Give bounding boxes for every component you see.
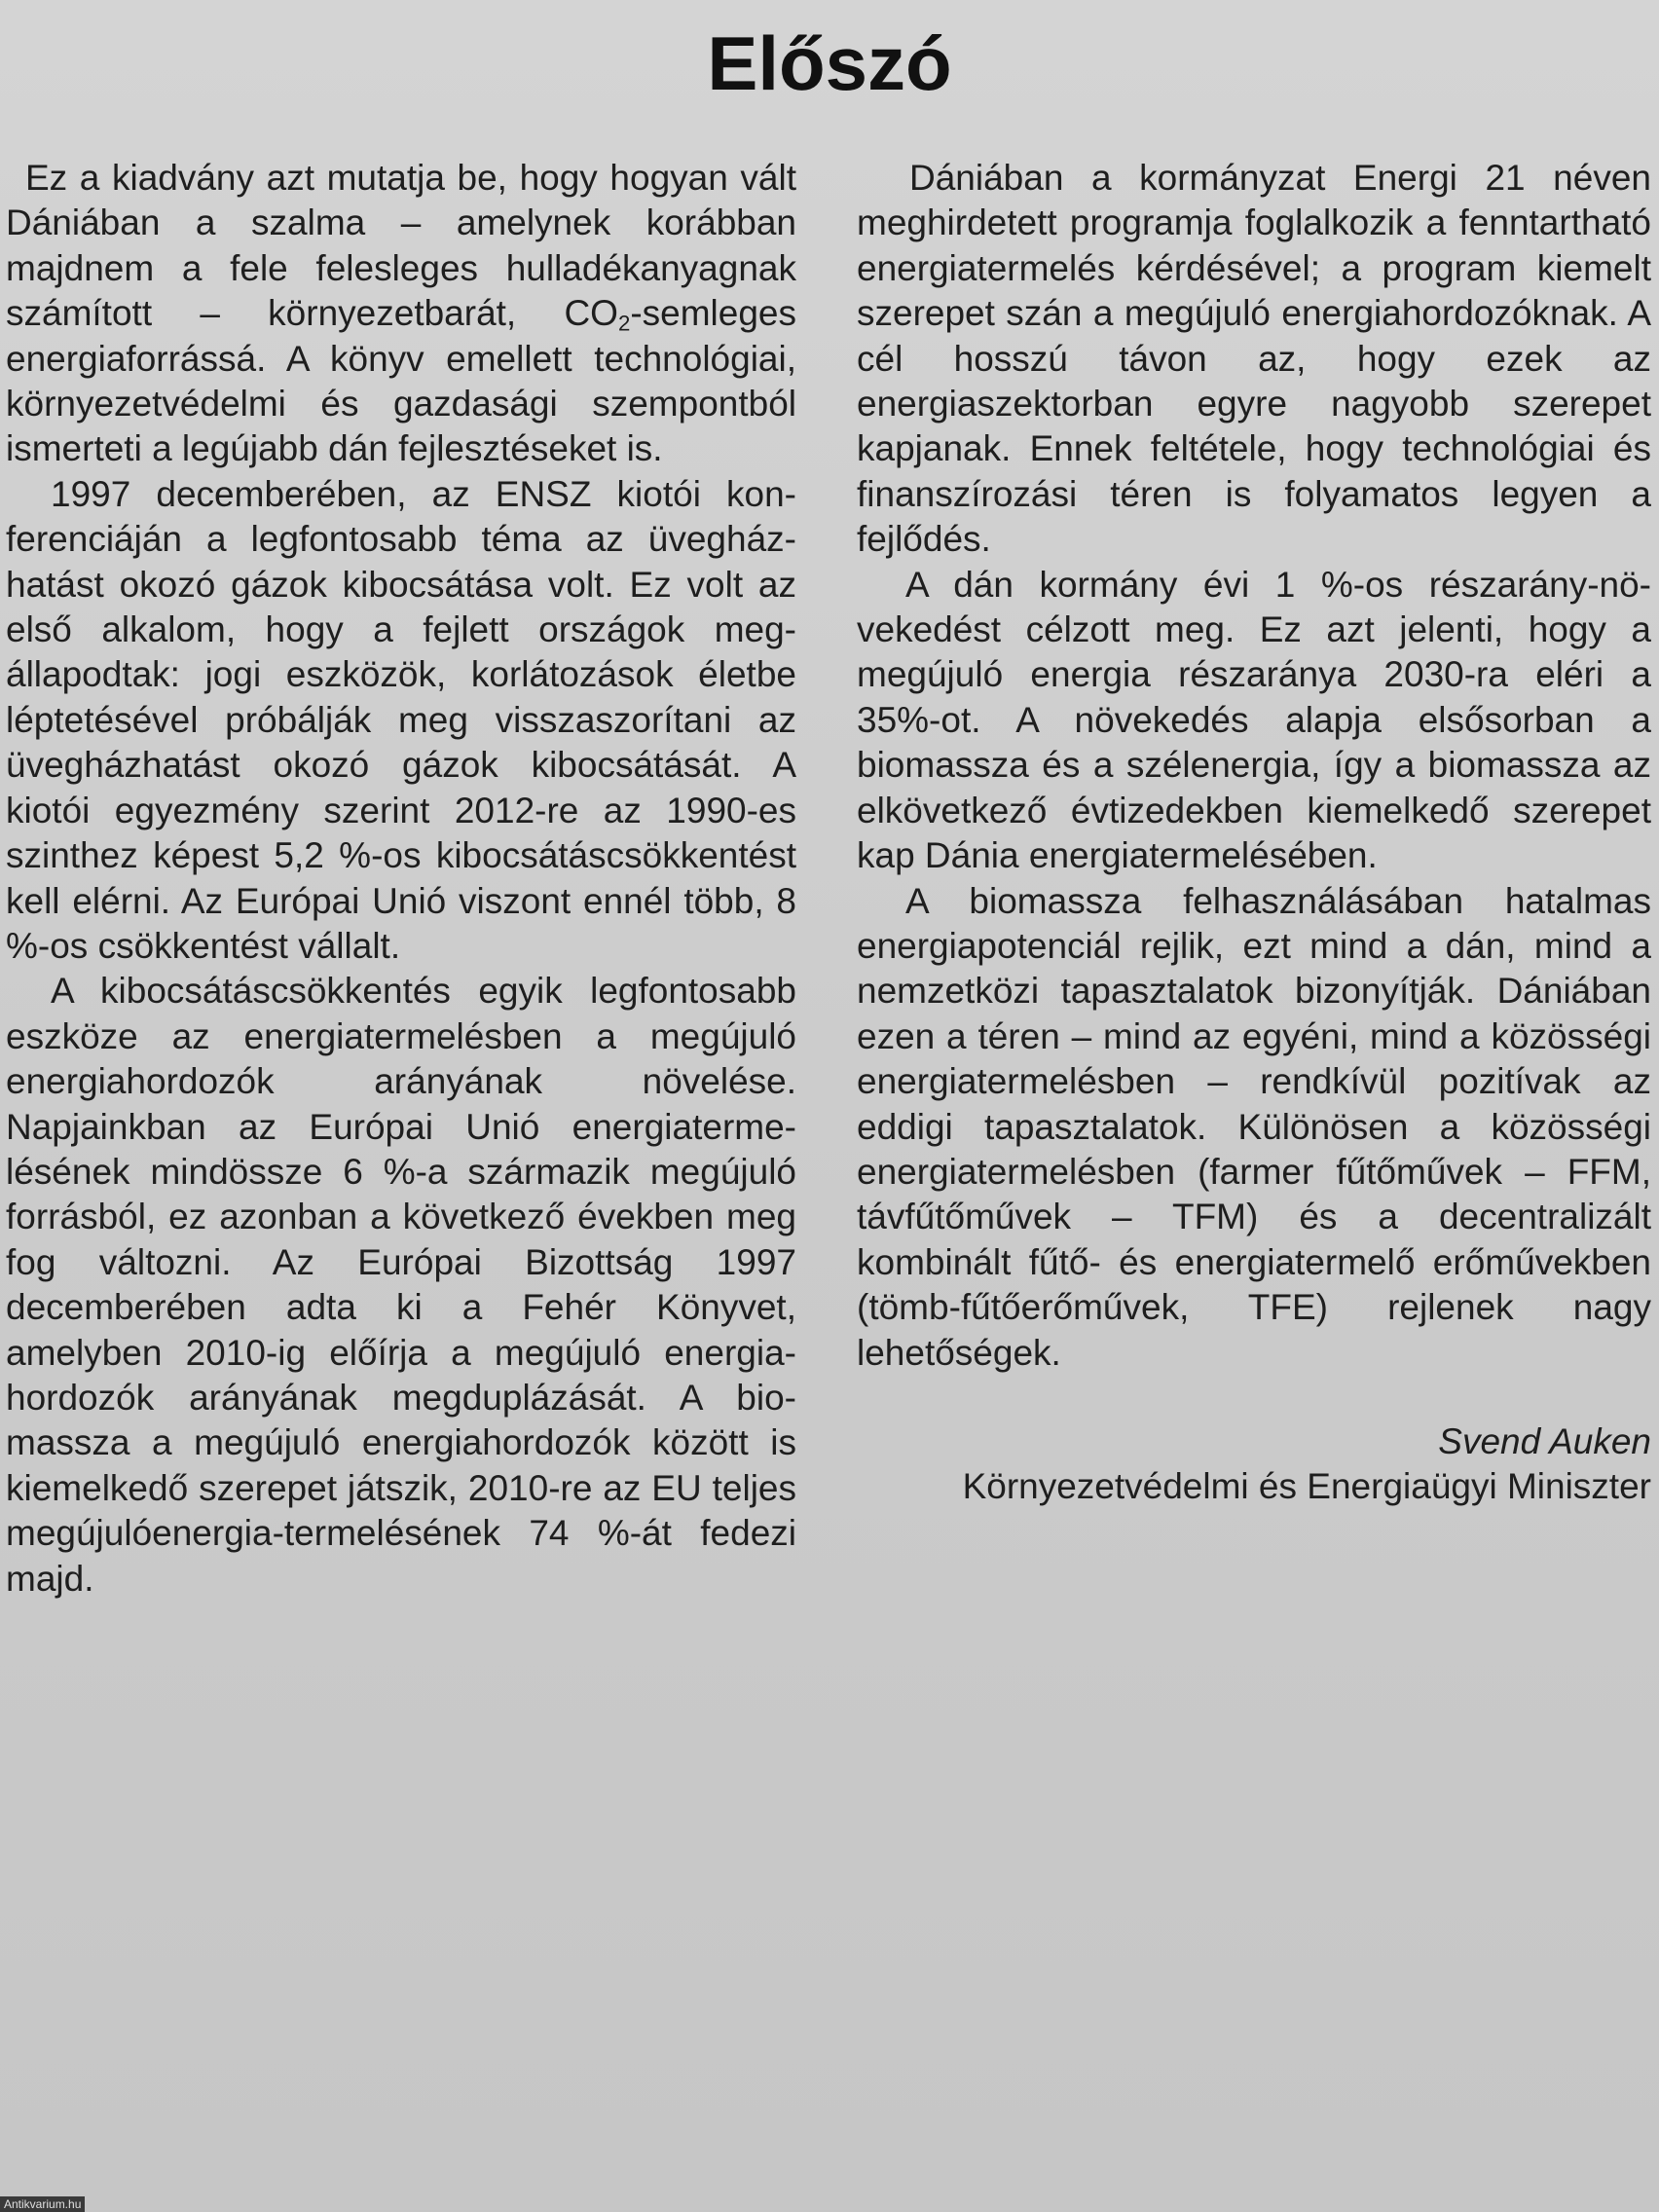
paragraph-growth-target: A dán kormány évi 1 %-os részarány-növekedést célzott meg. Ez azt jelenti, hogy a megújuló energia részaránya 2030-ra eléri a 35%-ot. A növekedés alapja elsősorban a biomassza és a szélenergia, így a biomassza az elkövetkező évtizedekben kiemelkedő szerepet kap Dánia energiatermelésében. xyxy=(857,564,1651,876)
page-title: Előszó xyxy=(707,20,952,106)
paragraph-intro-part1: Ez a kiadvány azt mutatja be, hogy hogyan vált Dániában a szalma – amelynek korábban majdnem a fele felesleges hulladékanyagnak számított – környezetbarát, CO xyxy=(6,158,796,334)
signature-position: Környezetvédelmi és Energiaügyi Miniszter xyxy=(962,1466,1651,1507)
left-column xyxy=(6,156,796,1602)
paragraph-energi21: Dániában a kormányzat Energi 21 néven meghirdetett programja foglalkozik a fenntartható energiatermelés kérdésével; a program kiemelt szerepet szán a megújuló energiahordozóknak. A cél hosszú távon az, hogy ezek az energiaszektorban egyre nagyobb szerepet kapjanak. Ennek feltétele, hogy technológiai és finanszírozási téren is folyamatos legyen a fejlődés. xyxy=(857,158,1651,560)
paragraph-intro xyxy=(6,156,796,472)
paragraph-intro-part2: -semleges energiaforrássá. A könyv emellett technológiai, környezetvédelmi és gazdasági szempontból ismerteti a legújabb dán fejlesztéseket is. xyxy=(6,293,796,469)
right-column xyxy=(857,156,1651,1376)
paragraph-kyoto: 1997 decemberében, az ENSZ kiotói konferenciáján a legfontosabb téma az üvegházhatást okozó gázok kibocsátása volt. Ez volt az első alkalom, hogy a fejlett országok megállapodtak: jogi eszközök, korlátozások életbe léptetésével próbálják meg visszaszorítani az üvegházhatást okozó gázok kibocsátását. A kiotói egyezmény szerint 2012-re az 1990-es szinthez képest 5,2 %-os kibocsátáscsökkentést kell elérni. Az Európai Unió viszont ennél több, 8 %-os csökkentést vállalt. xyxy=(6,473,796,966)
paragraph-biomass-potential: A biomassza felhasználásában hatalmas energiapotenciál rejlik, ezt mind a dán, mind a nemzetközi tapasztalatok bizonyítják. Dániában ezen a téren – mind az egyéni, mind a közösségi energiatermelésben – rendkívül pozitívak az eddigi tapasztalatok. Különösen a közösségi energiatermelésben (farmer fűtőművek – FFM, távfűtőművek – TFM) és a decentralizált kombinált fűtő- és energiatermelő erőművekben (tömb-fűtőerőművek, TFE) rejlenek nagy lehetőségek. xyxy=(857,880,1651,1373)
co2-subscript: 2 xyxy=(617,311,631,336)
watermark: Antikvarium.hu xyxy=(0,2196,85,2212)
signature-name: Svend Auken xyxy=(1438,1421,1651,1461)
signature-block xyxy=(963,1419,1651,1510)
paragraph-emission-reduction: A kibocsátáscsökkentés egyik legfontosabb eszköze az energiatermelésben a megújuló energiahordozók arányának növelése. Napjainkban az Európai Unió energiatermelésének mindössze 6 %-a származik megújuló forrásból, ez azonban a következő években meg fog változni. Az Európai Bizottság 1997 decemberében adta ki a Fehér Könyvet, amelyben 2010-ig előírja a megújuló energiahordozók arányának megduplázását. A biomassza a megújuló energiahordozók között is kiemelkedő szerepet játszik, 2010-re az EU teljes megújulóenergia-termelésének 74 %-át fedezi majd. xyxy=(6,971,796,1599)
